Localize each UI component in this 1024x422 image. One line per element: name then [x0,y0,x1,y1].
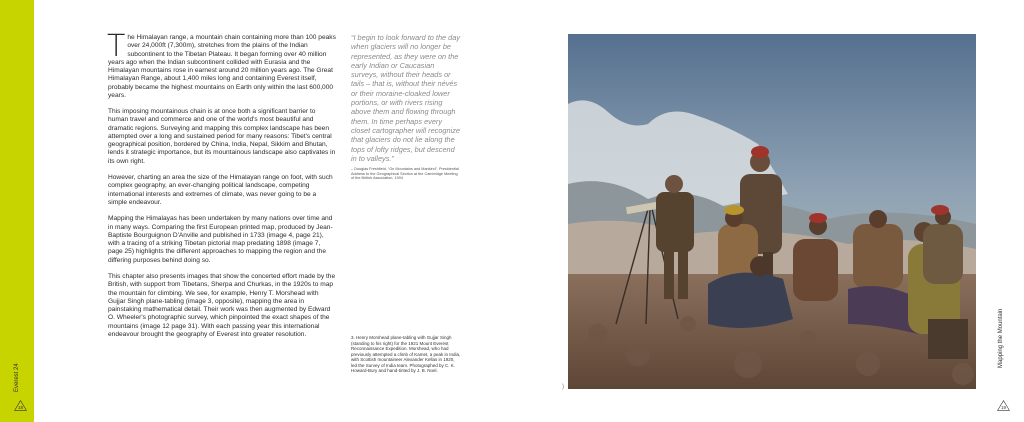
left-footer-label: Everest 24 [14,363,20,392]
pull-quote: “I begin to look forward to the day when glaciers will no longer be represented, as they were on the early Indian or Caucasian surveys, without their heads or tails – that is, without their névés or their moraine-cloaked lower portions, or with rivers rising above them and flowing through them. In time perhaps every closet cartographer will recognize that glaciers do not lie along the tops of lofty ridges, but descend in to valleys.” [351,33,460,163]
left-accent-bar [0,0,34,422]
drop-cap: T [107,29,126,64]
right-footer-label: Mapping the Mountain [998,308,1004,368]
body-text-column [107,29,336,347]
expedition-photograph [568,34,976,389]
body-paragraph-1: The Himalayan range, a mountain chain containing more than 100 peaks over 24,000ft (7,300m), stretches from the plains of the Indian subcontinent to the Tibetan Plateau. It began forming over 40 million years ago when the Indian subcontinent collided with Eurasia and the Himalayan mountains rose in earnest around 20 million years ago. The Great Himalayan Range, about 1,400 miles long and containing Everest itself, probably became the highest mountains on Earth only within the last 600,000 years. [107,29,336,99]
body-paragraph-3: However, charting an area the size of the Himalayan range on foot, with such complex geography, an ever-changing political landscape, competing international interests and extremes of climate, was never going to be a simple endeavour. [108,174,333,206]
image-caption: 3. Henry Morshead plane-tabling with Gujjar Singh (standing to his right) for the 1921 Mount Everest Reconnaissance Expedition. Morshead, who had previously attempted a climb of Kamet, a peak in India, with Scottish mountaineer Alexander Kellas in 1920, led the Survey of India team. Photographed by C. K. Howard-Bury and hand-tinted by J. B. Noel. [351,335,461,373]
body-paragraph-5: This chapter also presents images that show the concerted effort made by the British, with support from Tibetans, Sherpa and Churkas, in the 1920s to map the mountain for climbing. We see, for example, Henry T. Morshead with Gujjar Singh plane-tabling (image 3, opposite), mapping the area in painstaking mathematical detail. Their work was then augmented by Edward O. Wheeler's photographic survey, which pinpointed the exact shapes of the mountains (image 12 page 31). With each passing year this international endeavour brought the geography of Everest into greater resolution. [108,273,336,338]
quote-attribution: – Douglas Freshfield, “On Mountains and Mankind”, Presidential Address to the Geographical Section at the Cambridge Meeting of the British Association, 1904 [351,167,459,181]
body-paragraph-2: This imposing mountainous chain is at once both a significant barrier to human travel and commerce and one of the world's most beautiful and dramatic regions. Surveying and mapping this complex landscape has been attempted over a long and sustained period for many reasons: Tibet's central geographical position, bordered by China, India, Nepal, Sikkim and Bhutan, lends it strategic importance, but its mountainous landscape also captivates in its own right. [108,108,336,165]
left-page-number: 18 [14,400,27,411]
body-paragraph-4: Mapping the Himalayas has been undertaken by many nations over time and in many ways. Comparing the first European printed map, produced by Jean-Baptiste Bourguignon D'Anville and published in 1733 (image 4, page 21), with a tracing of a striking Tibetan pictorial map predating 1898 (image 7, page 25) highlights the different approaches to mapping the region and the differing purposes behind doing so. [108,215,333,264]
image-pointer-marker: ) [562,384,564,390]
right-page-number: 19 [997,400,1010,411]
